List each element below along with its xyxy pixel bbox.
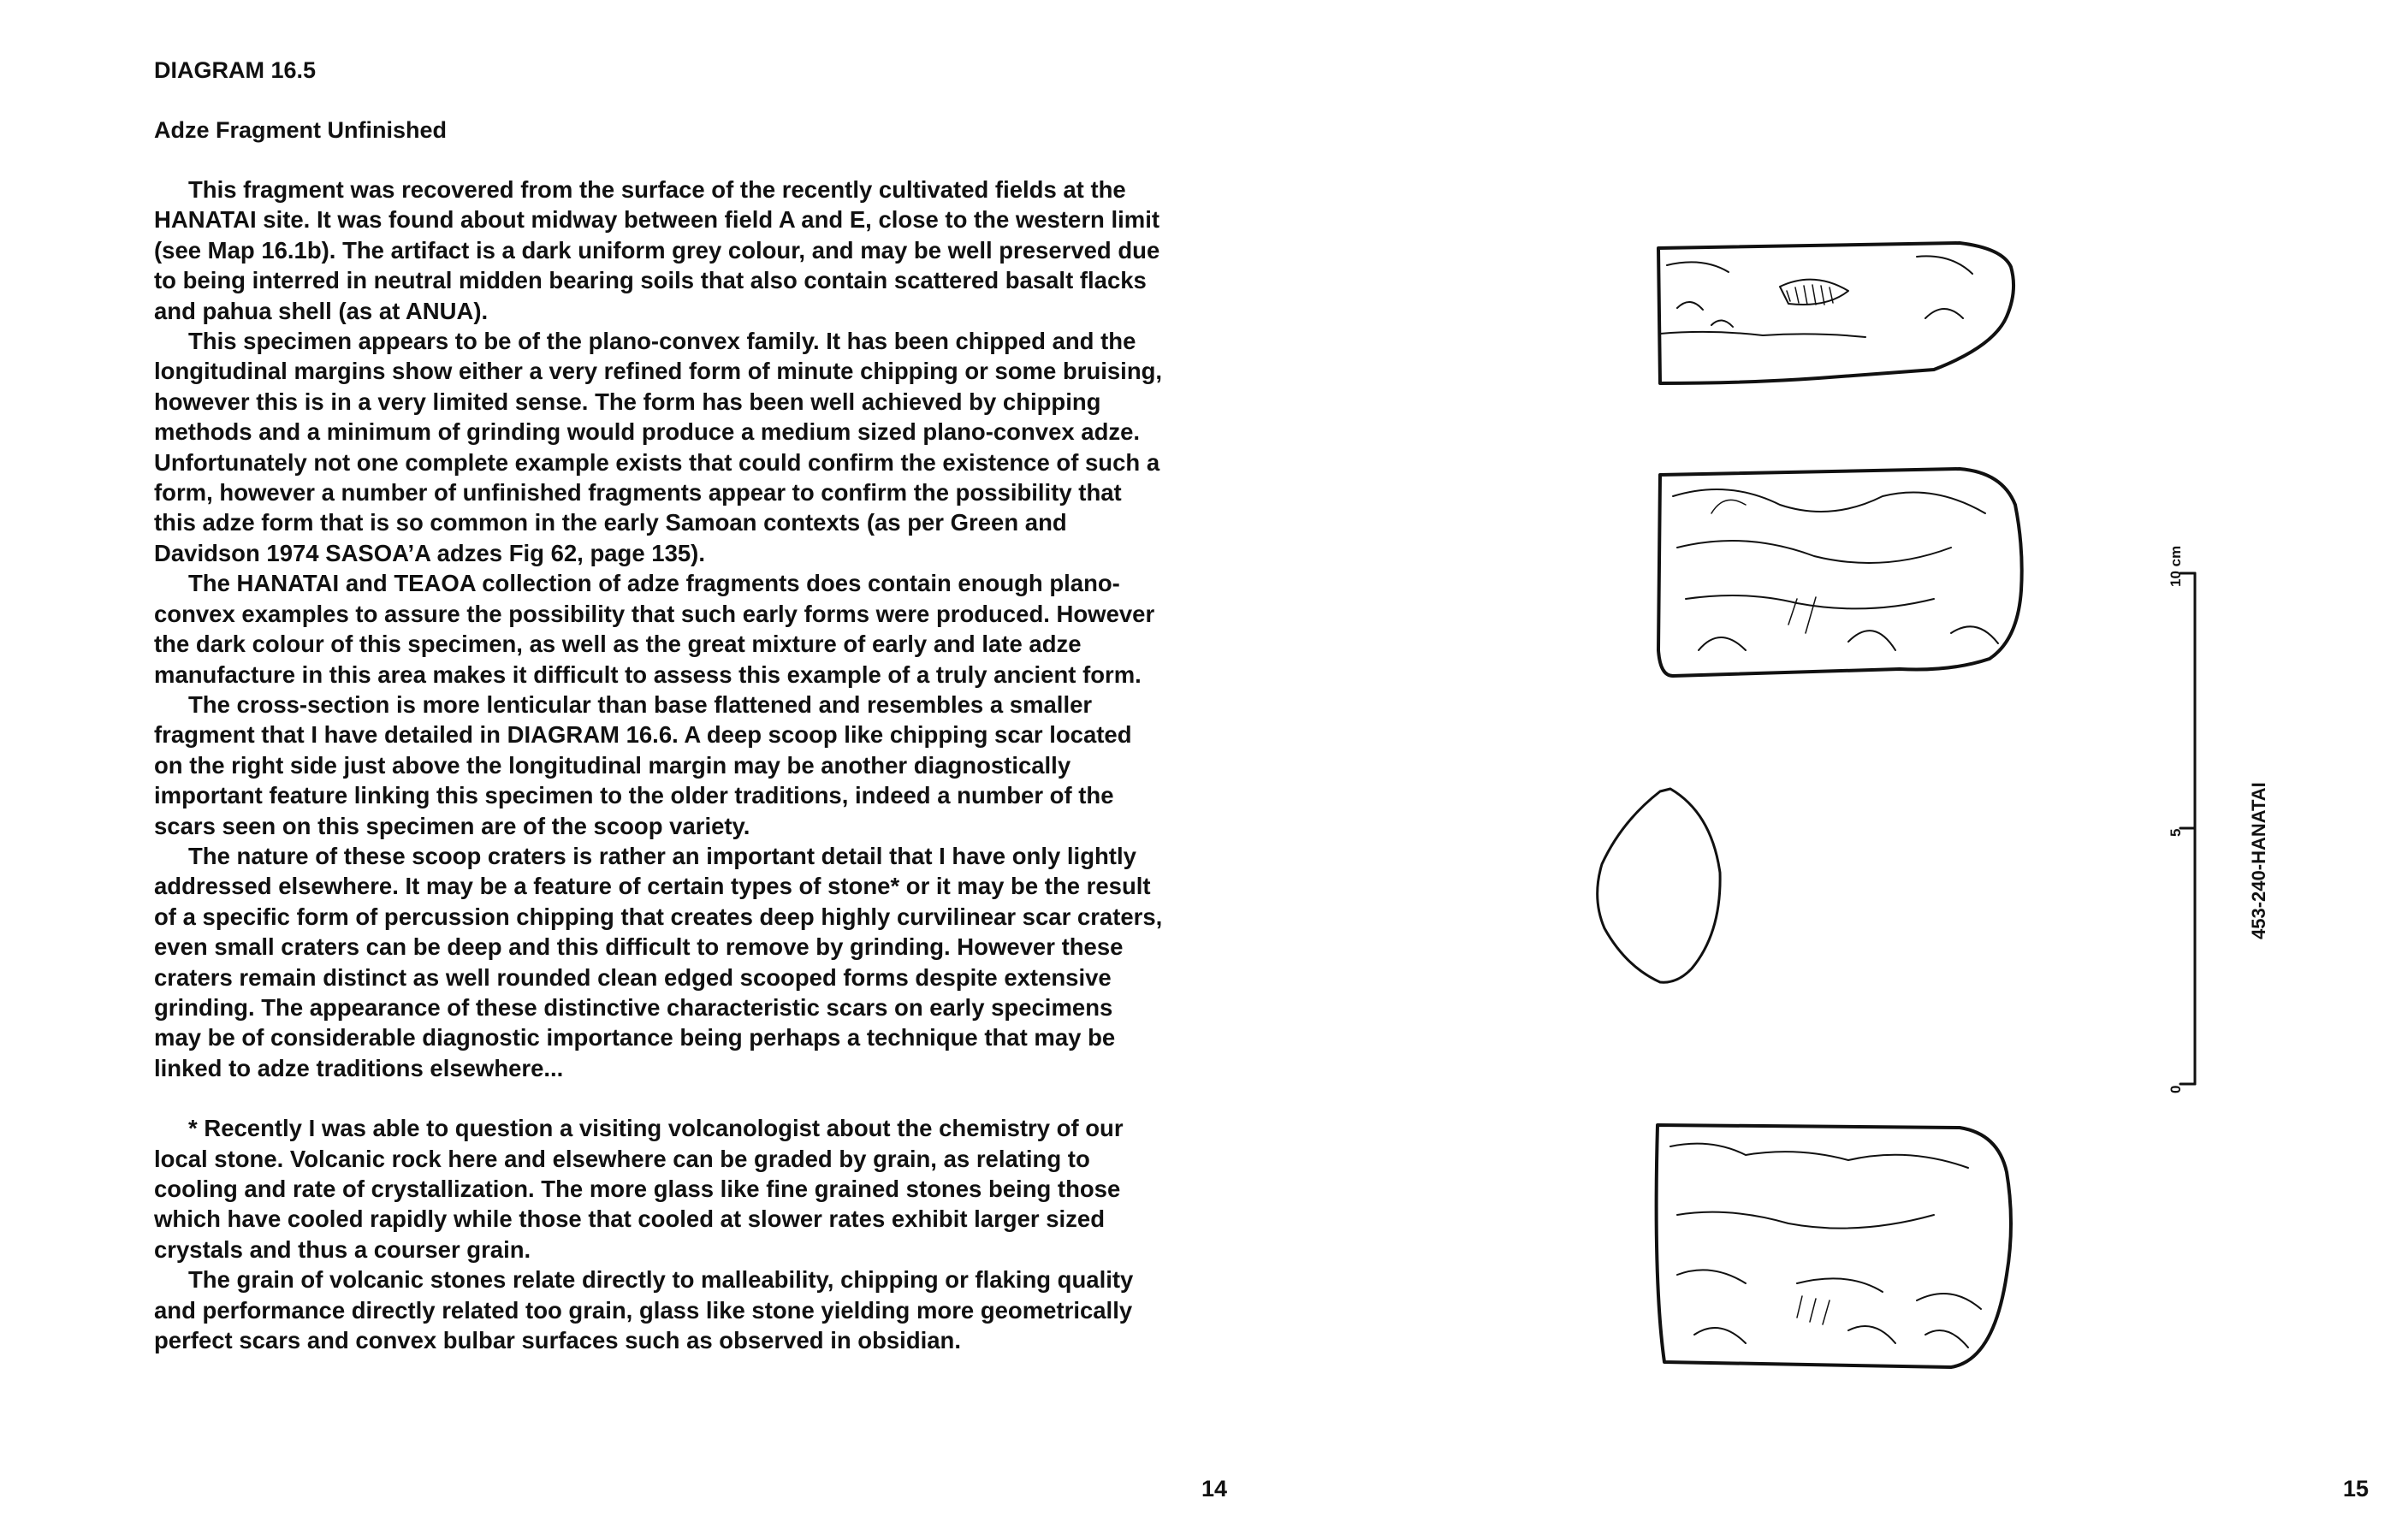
scale-label-bottom: 0 xyxy=(2168,1085,2184,1093)
footnote-paragraph: * Recently I was able to question a visiting volcanologist about the chemistry of our local stone. Volcanic rock here and elsewhere can be graded by grain, as relating to cooling and rate of crystallization. The more glass like fine grained stones being those which have cooled rapidly while those that cooled at slower rates exhibit larger sized crystals and thus a courser grain. xyxy=(154,1115,1124,1263)
adze-drawings xyxy=(1198,0,2396,1540)
body-paragraph: The nature of these scoop craters is rather an important detail that I have only lightly addressed elsewhere. It may be a feature of certain types of stone* or it may be the result of a specific form of percussion chipping that creates deep highly curvilinear scar craters, even small craters can be deep and this difficult to remove by grinding. However these craters remain distinct as well rounded clean edged scooped forms despite extensive grinding. The appearance of these distinctive characteristic scars on early specimens may be of considerable diagnostic importance being perhaps a technique that may be linked to adze traditions elsewhere... xyxy=(154,842,1163,1081)
diagram-label: DIAGRAM 16.5 xyxy=(154,57,317,83)
body-paragraph: The HANATAI and TEAOA collection of adze fragments does contain enough plano-convex examples to assure the possibility that such early forms were produced. However the dark colour of this specimen, as well as the great mixture of early and late adze manufacture in this area makes it difficult to assess this example of a truly ancient form. xyxy=(154,570,1155,688)
right-page xyxy=(1198,0,2396,1540)
body-paragraph: This fragment was recovered from the surface of the recently cultivated fields at the HANATAI site. It was found about midway between field A and E, close to the western limit (see Map 16.1b). The artifact is a dark uniform grey colour, and may be well preserved due to being interred in neutral midden bearing soils that also contain scattered basalt flacks and pahua shell (as at ANUA). xyxy=(154,176,1160,324)
site-label: 453-240-HANATAI xyxy=(2248,782,2269,939)
body-paragraph: This specimen appears to be of the plano-convex family. It has been chipped and the longitudinal margins show either a very refined form of minute chipping or some bruising, however this is in a very limited sense. The form has been well achieved by chipping methods and a minimum of grinding would produce a medium sized plano-convex adze. Unfortunately not one complete example exists that could confirm the existence of such a form, however a number of unfinished fragments appear to confirm the possibility that this adze form that is so common in the early Samoan contexts (as per Green and Davidson 1974 SASOA’A adzes Fig 62, page 135). xyxy=(154,328,1163,566)
adze-face-view xyxy=(1658,469,2022,676)
body-paragraph: The cross-section is more lenticular than base flattened and resembles a smaller fragment that I have detailed in DIAGRAM 16.6. A deep scoop like chipping scar located on the right side just above the longitudinal margin may be another diagnostically important feature linking this specimen to the older traditions, indeed a number of the scars seen on this specimen are of the scoop variety. xyxy=(154,690,1132,839)
footnote-paragraph: The grain of volcanic stones relate directly to malleability, chipping or flaking quality and performance directly related too grain, glass like stone yielding more geometrically perfect scars and convex bulbar surfaces such as observed in obsidian. xyxy=(154,1266,1134,1354)
scale-label-mid: 5 xyxy=(2168,828,2184,837)
adze-back-view xyxy=(1657,1125,2011,1367)
scale-label-top: 10 cm xyxy=(2168,545,2184,587)
page-number-right: 15 xyxy=(2343,1476,2369,1502)
page-number-left: 14 xyxy=(1201,1476,1228,1502)
adze-cross-section xyxy=(1598,789,1720,982)
adze-side-view xyxy=(1658,243,2013,383)
body-text xyxy=(154,175,1164,1355)
page-title: Adze Fragment Unfinished xyxy=(154,117,448,143)
